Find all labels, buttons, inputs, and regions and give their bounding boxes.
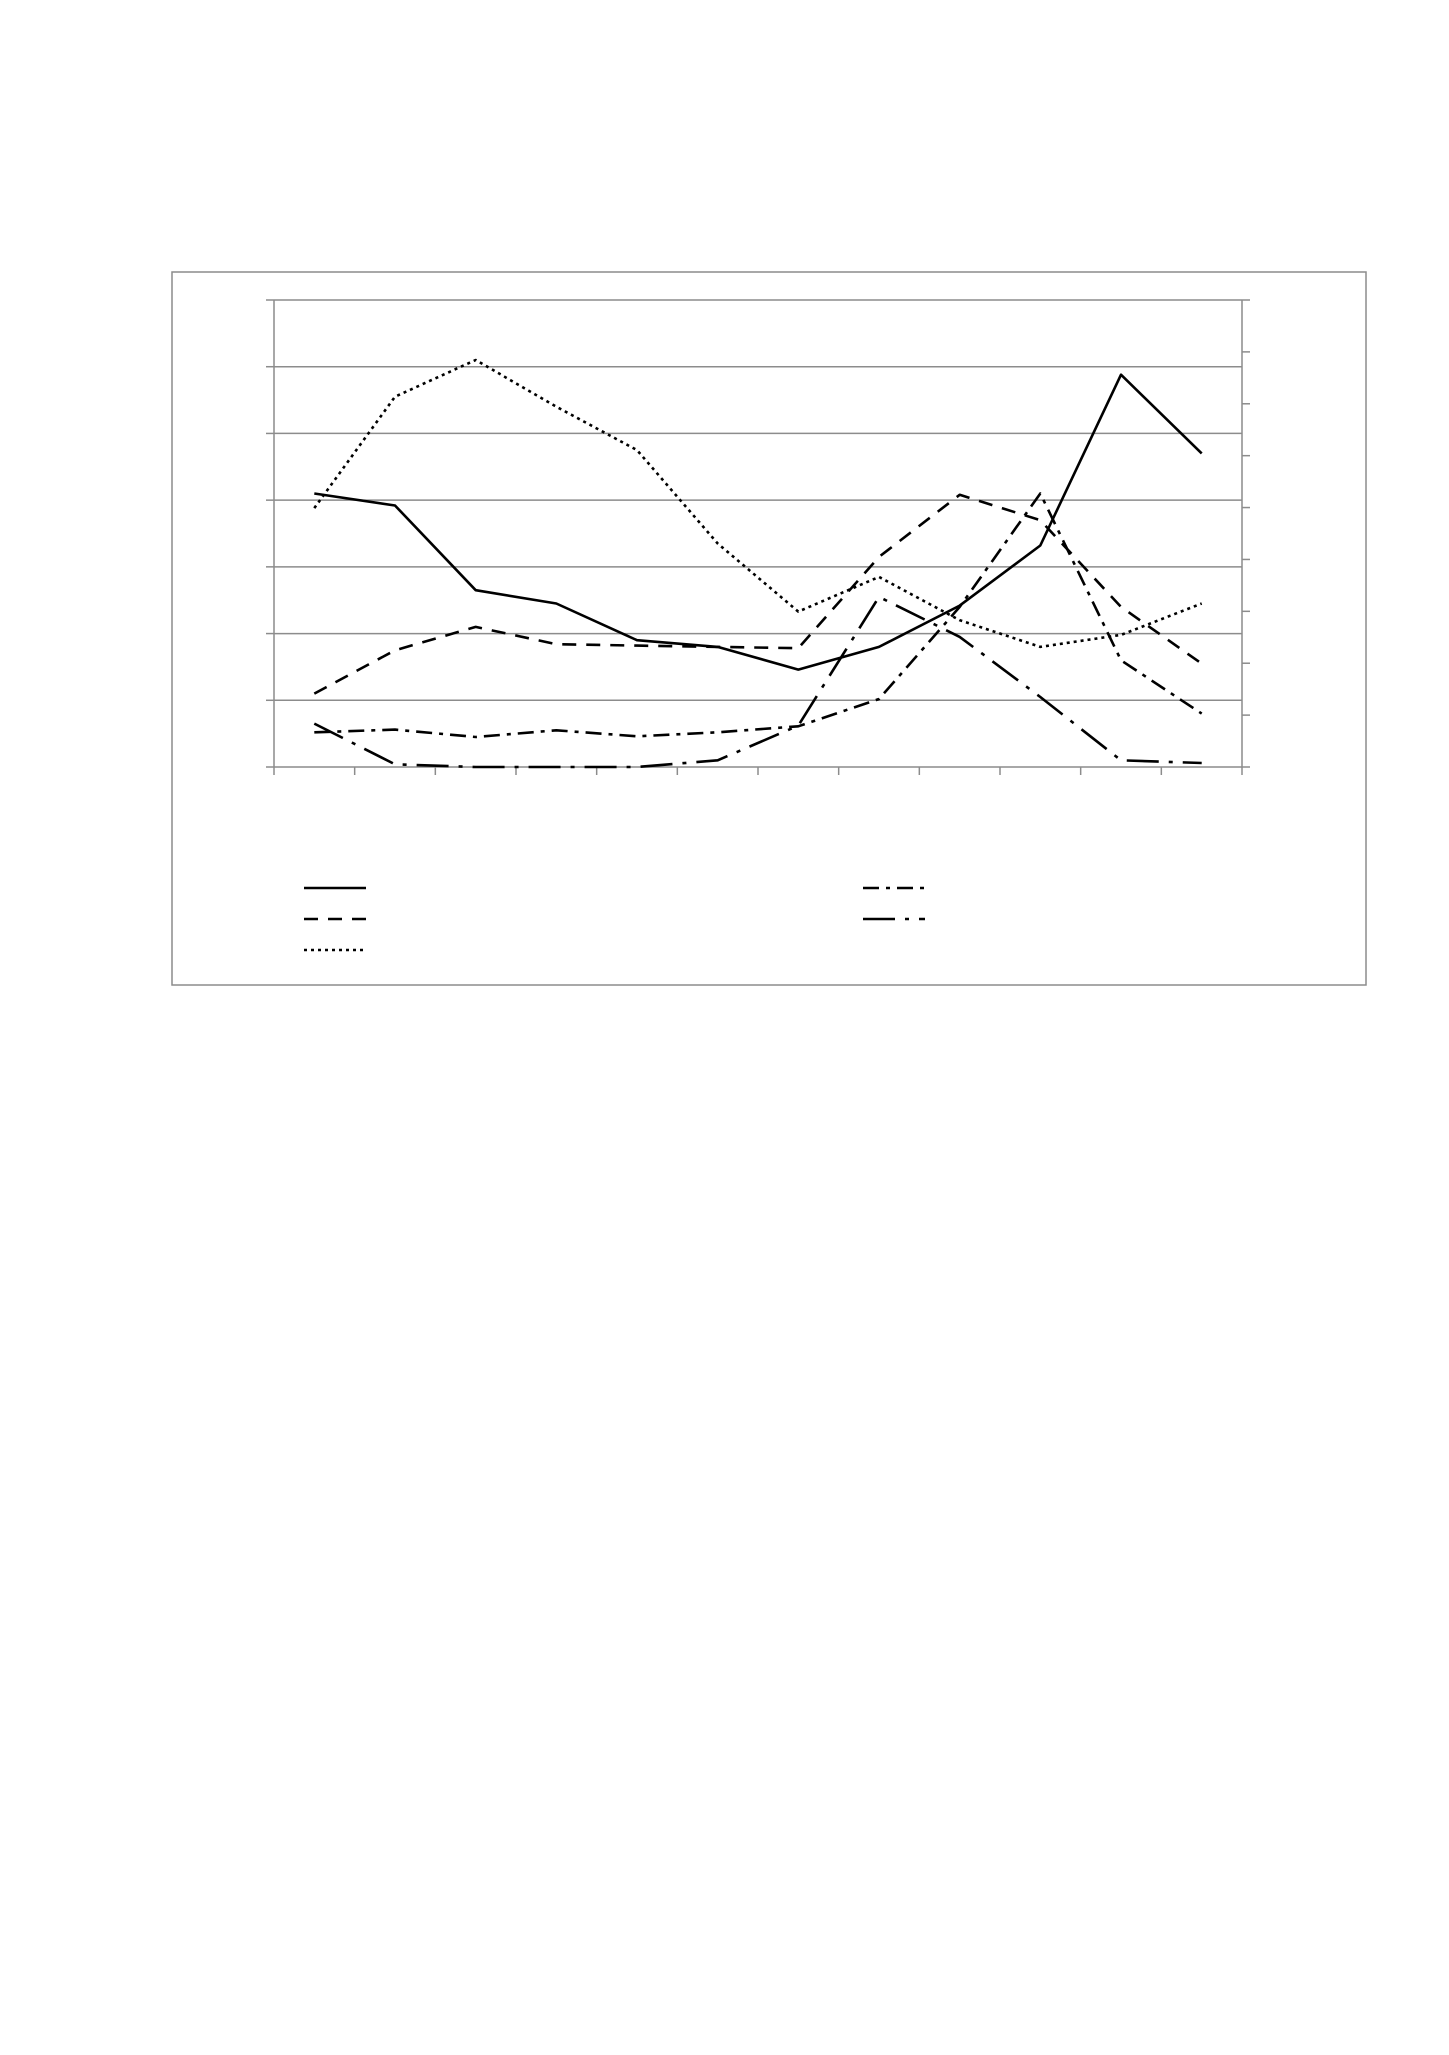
chart-area-border — [172, 272, 1366, 985]
